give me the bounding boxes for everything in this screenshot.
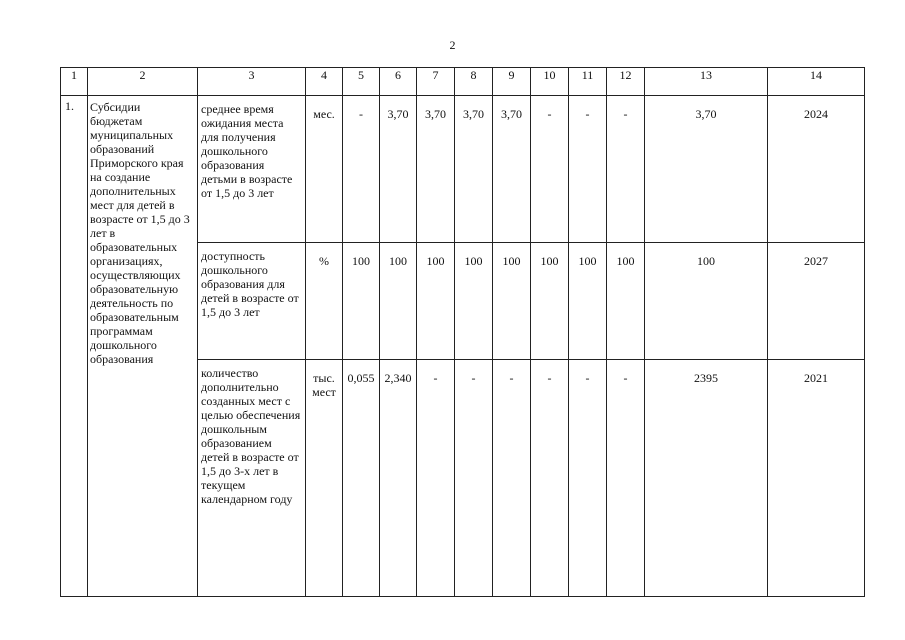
header-cell: 2 [88,68,198,96]
indicators-table [60,67,865,597]
value-cell: - [343,96,380,243]
unit-cell: тыс. мест [306,360,343,597]
value-cell: 100 [493,243,531,360]
value-cell: - [607,360,645,597]
header-cell: 6 [380,68,417,96]
value-cell: 100 [455,243,493,360]
header-cell: 5 [343,68,380,96]
header-cell: 11 [569,68,607,96]
target-value-cell: 3,70 [645,96,768,243]
target-value-cell: 100 [645,243,768,360]
indicator-row-waiting-time [61,96,865,243]
value-cell: - [607,96,645,243]
value-cell: - [417,360,455,597]
value-cell: 100 [569,243,607,360]
header-cell: 10 [531,68,569,96]
page-number: 2 [449,38,456,52]
indicator-name: среднее время ожидания места для получения дошкольного образования детьми в возрасте от 1,5 до 3 лет [198,96,306,243]
value-cell: 3,70 [417,96,455,243]
header-cell: 9 [493,68,531,96]
header-cell: 1 [61,68,88,96]
value-cell: 3,70 [380,96,417,243]
header-cell: 7 [417,68,455,96]
indicator-name: количество дополнительно созданных мест с целью обеспечения дошкольным образованием детей в возрасте от 1,5 до 3-х лет в текущем календарном году [198,360,306,597]
value-cell: 2,340 [380,360,417,597]
value-cell: - [531,360,569,597]
year-cell: 2021 [768,360,865,597]
value-cell: - [493,360,531,597]
value-cell: - [531,96,569,243]
header-cell: 4 [306,68,343,96]
header-cell: 13 [645,68,768,96]
year-cell: 2024 [768,96,865,243]
value-cell: 100 [417,243,455,360]
value-cell: 100 [607,243,645,360]
value-cell: 100 [380,243,417,360]
value-cell: 0,055 [343,360,380,597]
value-cell: - [569,96,607,243]
subsidy-description: Субсидии бюджетам муниципальных образований Приморского края на создание дополнительных мест для детей в возрасте от 1,5 до 3 лет в образовательных организациях, осуществляющих образовательную деятельность по образовательным программам дошкольного образования [88,96,198,597]
value-cell: - [569,360,607,597]
unit-cell: % [306,243,343,360]
header-cell: 8 [455,68,493,96]
header-cell: 14 [768,68,865,96]
unit-cell: мес. [306,96,343,243]
target-value-cell: 2395 [645,360,768,597]
year-cell: 2027 [768,243,865,360]
value-cell: 100 [343,243,380,360]
header-row [61,68,865,96]
header-cell: 3 [198,68,306,96]
indicator-name: доступность дошкольного образования для детей в возрасте от 1,5 до 3 лет [198,243,306,360]
header-cell: 12 [607,68,645,96]
value-cell: - [455,360,493,597]
value-cell: 3,70 [455,96,493,243]
value-cell: 100 [531,243,569,360]
value-cell: 3,70 [493,96,531,243]
row-number: 1. [61,96,88,597]
